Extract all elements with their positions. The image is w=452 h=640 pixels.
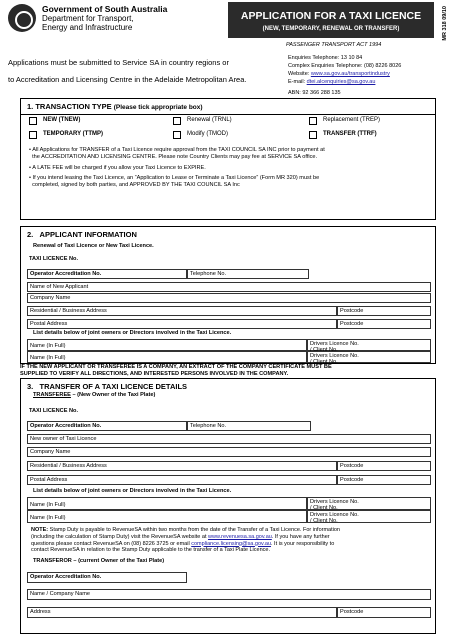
transferee-postal-field[interactable]: Postal Address	[27, 475, 337, 485]
company-certificate-warning: IF THE NEW APPLICANT OR TRANSFEREE IS A COMPANY, AN EXTRACT OF THE COMPANY CERTIFICATE MUST BE SUPPLIED TO VERIFY ALL DIRECTIONS, AND INTERESTED PERSONS INVOLVED IN THE COMPANY.	[20, 364, 332, 377]
revenuesa-website-link[interactable]: www.revenuesa.sa.gov.au	[208, 533, 272, 540]
department-name: Department for Transport, Energy and Infrastructure	[42, 14, 134, 32]
option-transfer: TRANSFER (TTRF)	[323, 131, 377, 137]
checkbox-modify[interactable]	[173, 131, 181, 139]
postal-postcode-field[interactable]: Postcode	[337, 319, 431, 329]
transaction-type-section	[20, 98, 436, 220]
transfer-approval-note: • All Applications for TRANSFER of a Taxi Licence require approval from the TAXI COUNCIL SA INC prior to payment at the ACCREDITATION AND LICENSING CENTRE. Please note Country Clients may pay fee at SERVICE SA office.	[29, 147, 325, 160]
form-code: MR 318 09/10	[442, 6, 448, 41]
transferor-postcode-field[interactable]: Postcode	[337, 607, 431, 618]
abn: ABN: 92 366 288 135	[288, 90, 341, 96]
government-name: Government of South Australia	[42, 4, 168, 14]
new-owner-field[interactable]: New owner of Taxi Licence	[27, 434, 431, 444]
option-temporary: TEMPORARY (TTMP)	[43, 131, 103, 137]
stamp-duty-note: NOTE: Stamp Duty is payable to RevenueSA within two months from the date of the Transfer of a Taxi Licence. For information (including the calculation of Stamp Duty) visit the RevenueSA website at www.revenuesa.sa.gov.au. If you have any further questions please contact RevenueSA on (08) 8226 3725 or email compliance.licensing@sa.gov.au. It is your responsibility to contact RevenueSA in relation to the Stamp Duty applicable to the transfer of a Taxi Plate Licence.	[31, 527, 340, 554]
late-fee-note: • A LATE FEE will be charged if you allow your Taxi Licence to EXPIRE.	[29, 165, 206, 171]
contact-details: Enquiries Telephone: 13 10 84 Complex Enquiries Telephone: (08) 8226 8026 Website: www.sa.gov.au/transportindustry E-mail: dtei.alcenquiries@sa.gov.au	[288, 55, 402, 85]
transferor-address-field[interactable]: Address	[27, 607, 337, 618]
section2-subheading: Renewal of Taxi Licence or New Taxi Licence.	[33, 243, 154, 249]
email-link[interactable]: dtei.alcenquiries@sa.gov.au	[306, 79, 376, 85]
transferee-company-field[interactable]: Company Name	[27, 447, 431, 457]
applicant-information-section	[20, 226, 436, 364]
option-replacement: Replacement (TREP)	[323, 117, 381, 123]
joint-owner-licence-field-2[interactable]: Drivers Licence No. / Client No.	[307, 351, 431, 363]
transferee-heading: TRANSFEREE – (New Owner of the Taxi Plate)	[33, 392, 156, 398]
option-renewal: Renewal (TRNL)	[187, 117, 232, 123]
submission-instructions: Applications must be submitted to Service SA in country regions or to Accreditation and Licensing Centre in the Adelaide Metropolitan Area.	[8, 58, 247, 84]
sa-government-crest-icon	[8, 4, 36, 32]
joint-owner-name-field[interactable]: Name (In Full)	[27, 339, 307, 351]
joint-owner-licence-field[interactable]: Drivers Licence No. / Client No.	[307, 339, 431, 351]
checkbox-renewal[interactable]	[173, 117, 181, 125]
telephone-field[interactable]: Telephone No.	[187, 269, 309, 279]
transferee-telephone-field[interactable]: Telephone No.	[187, 421, 311, 431]
transferee-postal-postcode[interactable]: Postcode	[337, 475, 431, 485]
transferor-heading: TRANSFEROR – (current Owner of the Taxi Plate)	[33, 558, 165, 564]
transferee-residential-field[interactable]: Residential / Business Address	[27, 461, 337, 471]
section1-heading: 1. TRANSACTION TYPE (Please tick appropriate box)	[21, 99, 435, 115]
transferee-taxi-licence-label: TAXI LICENCE No.	[29, 408, 78, 414]
form-title: APPLICATION FOR A TAXI LICENCE	[240, 10, 422, 22]
transferee-operator-field[interactable]: Operator Accreditation No.	[27, 421, 187, 431]
option-modify: Modify (TMOD)	[187, 131, 228, 137]
form-subtitle: (NEW, TEMPORARY, RENEWAL OR TRANSFER)	[262, 26, 400, 32]
operator-accreditation-label[interactable]: Operator Accreditation No.	[27, 269, 187, 279]
transferee-residential-postcode[interactable]: Postcode	[337, 461, 431, 471]
transferor-name-field[interactable]: Name / Company Name	[27, 589, 431, 600]
company-name-field[interactable]: Company Name	[27, 293, 431, 303]
new-applicant-name-field[interactable]: Name of New Applicant	[27, 282, 431, 292]
section2-heading: 2. APPLICANT INFORMATION	[27, 230, 137, 239]
transfer-details-section	[20, 378, 436, 634]
postal-address-field[interactable]: Postal Address	[27, 319, 337, 329]
transferee-joint-licence-field[interactable]: Drivers Licence No. / Client No.	[307, 497, 431, 510]
joint-owner-name-field-2[interactable]: Name (In Full)	[27, 351, 307, 363]
checkbox-transfer[interactable]	[309, 131, 317, 139]
checkbox-replacement[interactable]	[309, 117, 317, 125]
transferor-operator-field[interactable]: Operator Accreditation No.	[27, 572, 187, 583]
act-reference: PASSENGER TRANSPORT ACT 1994	[286, 42, 382, 48]
section3-heading: 3. TRANSFER OF A TAXI LICENCE DETAILS	[27, 382, 188, 391]
revenuesa-email-link[interactable]: compliance.licensing@sa.gov.au	[191, 540, 271, 547]
checkbox-temporary[interactable]	[29, 131, 37, 139]
transferee-joint-licence-field-2[interactable]: Drivers Licence No. / Client No.	[307, 510, 431, 523]
website-link[interactable]: www.sa.gov.au/transportindustry	[310, 71, 390, 77]
form-title-banner	[228, 2, 434, 38]
checkbox-new[interactable]	[29, 117, 37, 125]
lease-note: • If you intend leasing the Taxi Licence, an “Application to Lease or Terminate a Taxi Licence” (Form MR 320) must be completed, signed by both parties, and APPROVED BY THE TAXI COUNCIL SA Inc	[29, 175, 320, 188]
transferee-joint-name-field[interactable]: Name (In Full)	[27, 497, 307, 510]
option-new: NEW (TNEW)	[43, 117, 81, 123]
residential-address-field[interactable]: Residential / Business Address	[27, 306, 337, 316]
joint-owners-instruction: List details below of joint owners or Directors involved in the Taxi Licence.	[33, 330, 232, 336]
taxi-licence-label: TAXI LICENCE No.	[29, 256, 78, 262]
residential-postcode-field[interactable]: Postcode	[337, 306, 431, 316]
transferee-joint-name-field-2[interactable]: Name (In Full)	[27, 510, 307, 523]
transferee-joint-instruction: List details below of joint owners or Directors involved in the Taxi Licence.	[33, 488, 232, 494]
